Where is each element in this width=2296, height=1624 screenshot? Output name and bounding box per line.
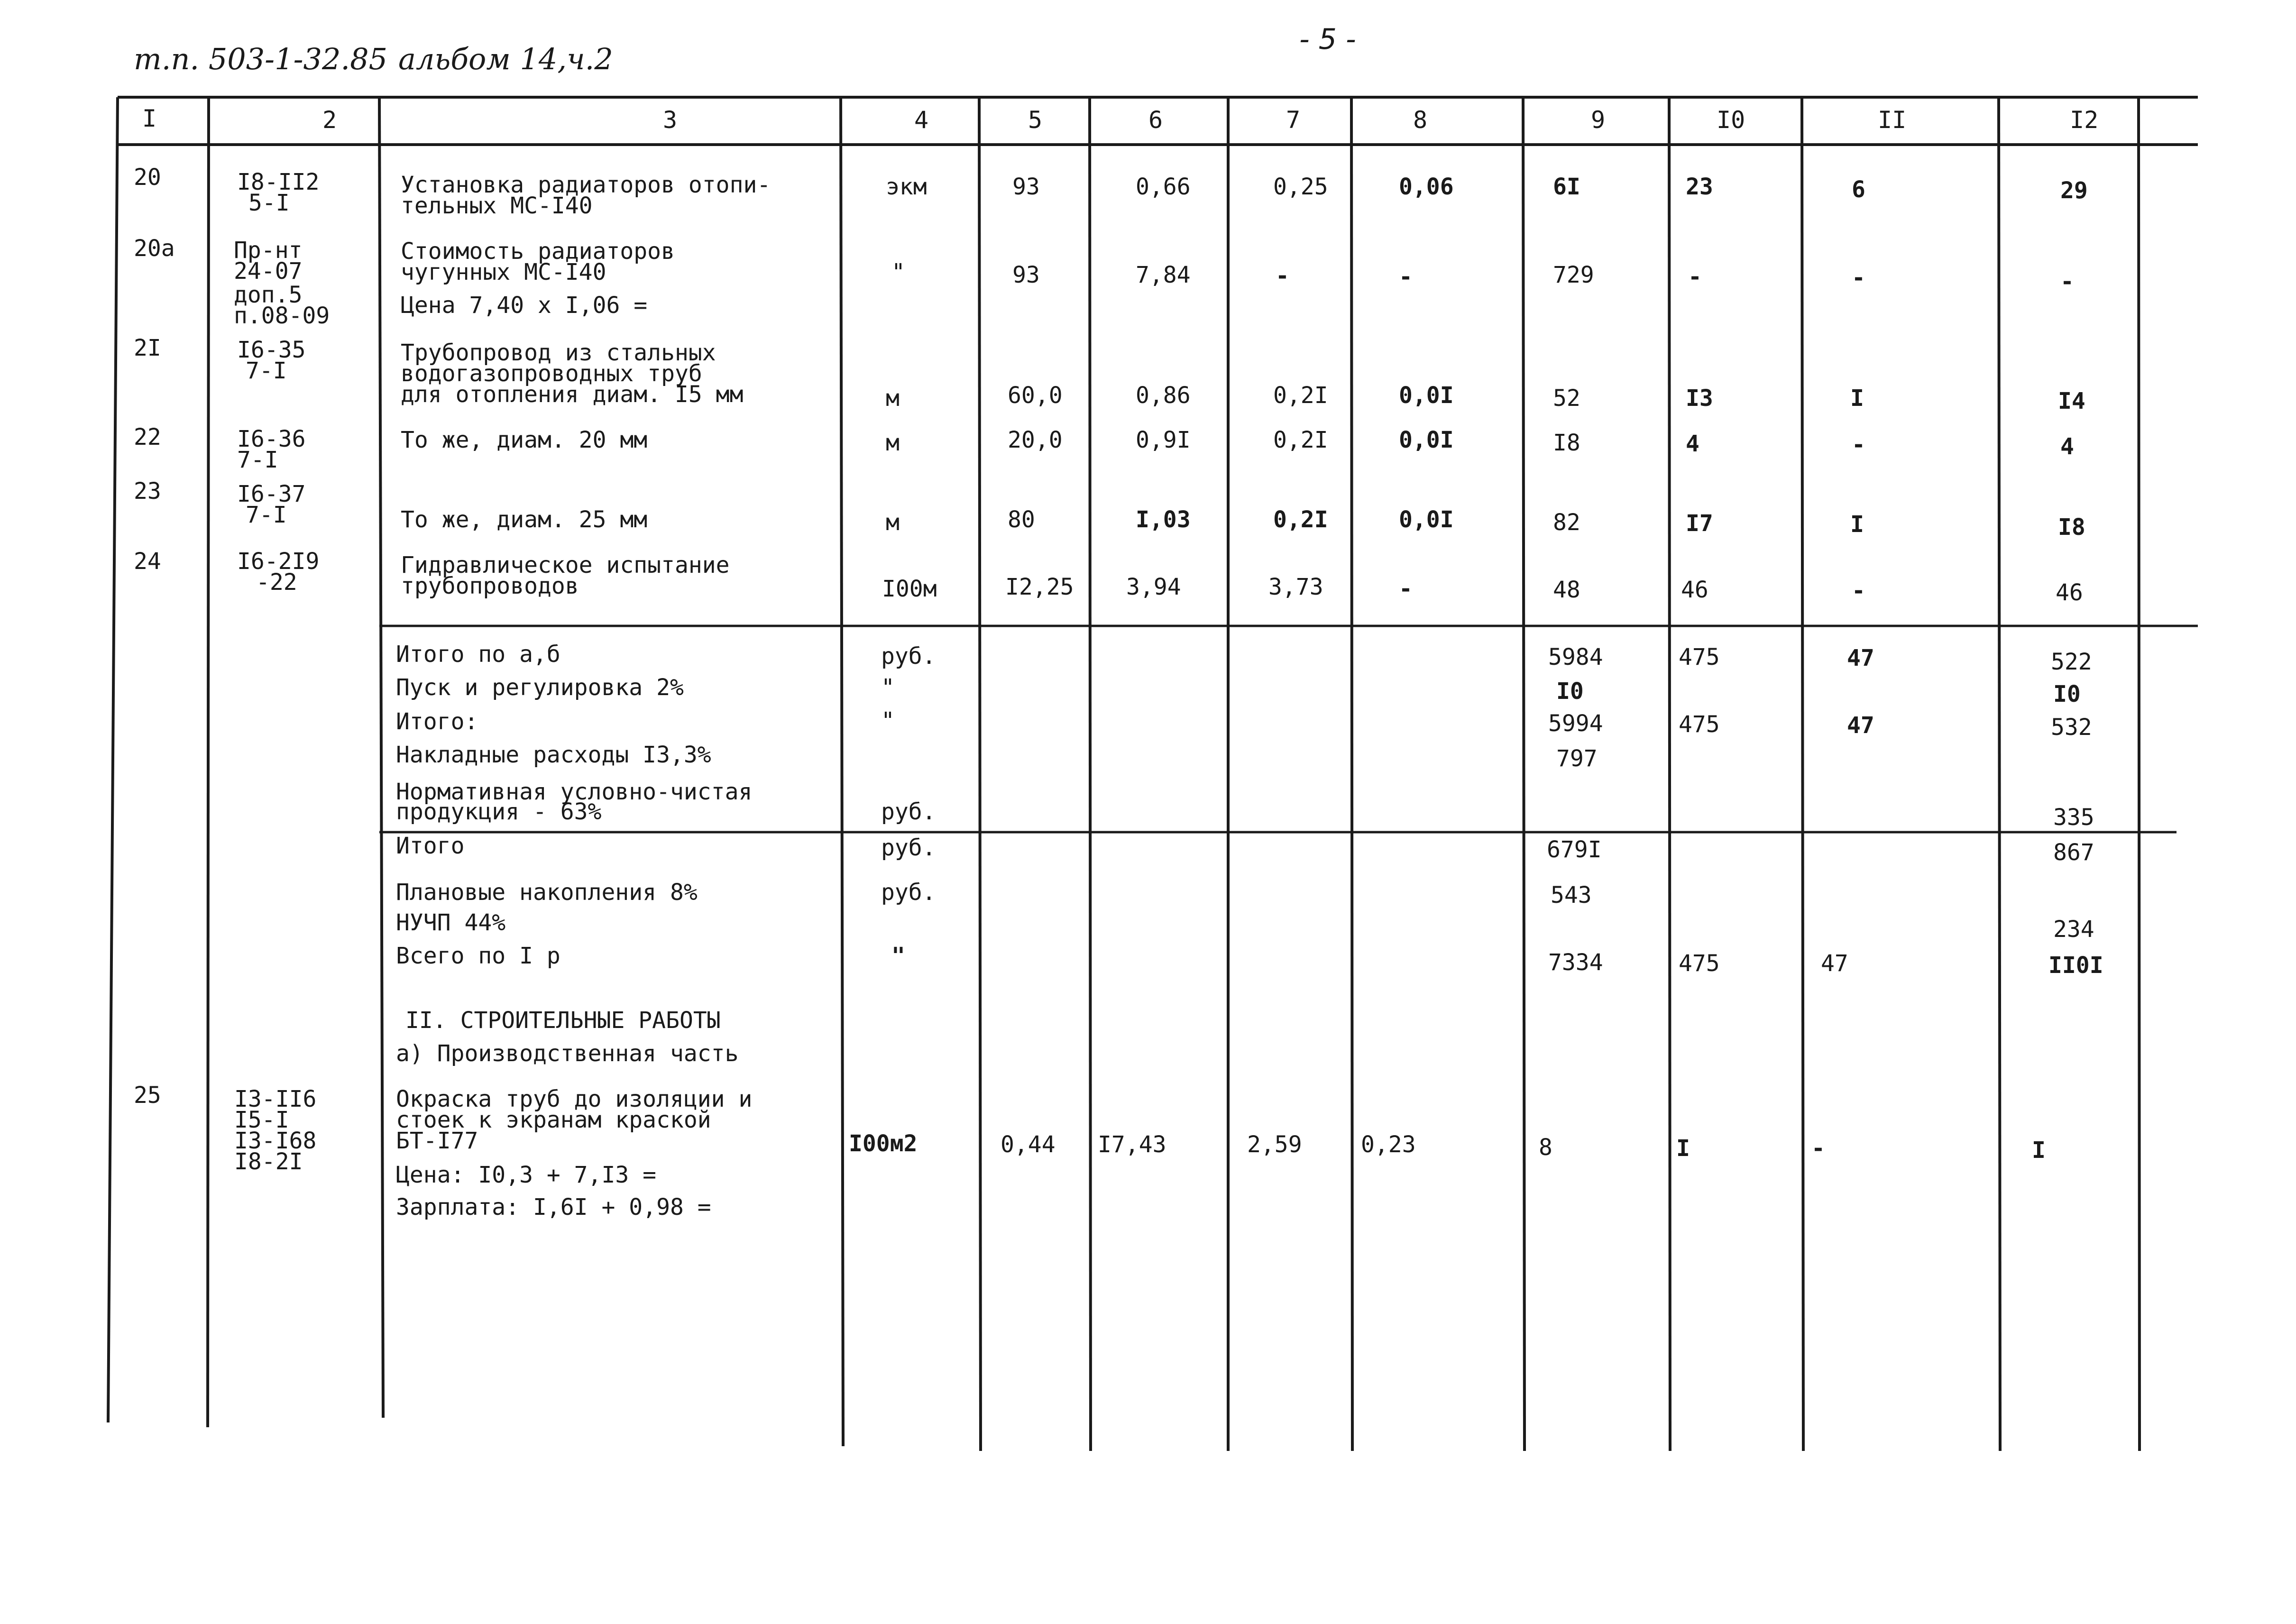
row-code: п.08-09 [234,303,330,329]
row-c11: - [1852,578,1865,604]
col-header-1: I [142,105,157,132]
col-header-4: 4 [914,106,929,134]
row-c8: 0,0I [1399,427,1454,453]
row-description: Окраска труб до изоляции и [396,1086,753,1112]
row-description: трубопроводов [401,573,579,599]
row-number: 25 [134,1082,161,1109]
row-c11: - [1852,265,1865,291]
row-c12: - [2060,268,2074,295]
row-description: Стоимость радиаторов [401,238,675,265]
row-qty: 20,0 [1008,427,1063,453]
row-c12: I4 [2058,388,2085,414]
col-header-10: I0 [1717,106,1745,134]
summary-c12: 522 [2051,649,2092,675]
row-c6: 0,66 [1136,174,1191,200]
summary-label: Итого: [396,708,478,735]
col-header-6: 6 [1148,106,1163,134]
total-c10: 475 [1679,950,1720,977]
summary-c9: I0 [1556,678,1584,705]
row-c10: I [1676,1135,1690,1162]
row-code: 24-07 [234,258,303,284]
row-c9: 8 [1539,1134,1552,1161]
row-unit: I00м [882,576,937,602]
row-c10: 46 [1681,577,1708,603]
row-code: Пр-нт [234,237,303,264]
row-qty: 60,0 [1008,382,1063,409]
summary-c9: 5994 [1548,710,1603,737]
row-c11: - [1852,431,1865,458]
row-c6: I7,43 [1098,1131,1166,1158]
col-header-9: 9 [1591,106,1606,134]
row-c8: 0,23 [1361,1131,1416,1158]
row-number: 22 [134,424,161,450]
col-header-3: 3 [663,106,678,134]
row-description: для отопления диам. I5 мм [401,381,744,408]
row-c12: I [2032,1137,2046,1164]
row-c10: - [1688,264,1702,290]
row-c10: I3 [1686,385,1713,412]
row-c11: I [1850,385,1864,412]
summary-label: продукция - 63% [396,798,602,825]
row-code: доп.5 [234,282,303,308]
total-c9: 543 [1551,882,1592,908]
col-header-8: 8 [1413,106,1428,134]
summary-c12: 532 [2051,714,2092,741]
document-code: т.п. 503-1-32.85 [134,42,388,76]
row-unit: " [891,259,905,285]
row-c9: 48 [1553,577,1580,603]
row-code: I3-II6 [234,1086,317,1112]
row-c12: I8 [2058,514,2085,541]
row-qty: 93 [1012,174,1040,200]
row-c7: - [1276,263,1289,289]
summary-c11: 47 [1847,645,1874,671]
col-header-7: 7 [1286,106,1301,134]
row-description: Трубопровод из стальных [401,339,716,366]
total-label: Плановые накопления 8% [396,879,698,906]
total-c12: II0I [2048,952,2103,979]
row-c6: 7,84 [1136,262,1191,288]
row-unit: м [886,509,900,536]
album-reference: альбом 14,ч.2 [398,42,613,76]
row-c12: 46 [2056,579,2083,606]
col-header-12: I2 [2070,106,2099,134]
row-c7: 0,2I [1273,506,1328,533]
row-code: I6-2I9 [237,548,320,575]
row-code: I6-35 [237,337,306,363]
col-header-2: 2 [322,106,337,134]
summary-label: Накладные расходы I3,3% [396,742,711,768]
row-description: Цена: I0,3 + 7,I3 = [396,1162,657,1188]
total-c11: 47 [1821,950,1848,977]
row-c9: 729 [1553,262,1594,288]
row-qty: 93 [1012,262,1040,288]
total-label: НУЧП 44% [396,909,506,936]
row-c7: 2,59 [1247,1131,1302,1158]
row-c8: 0,0I [1399,506,1454,533]
row-c12: 29 [2060,177,2088,204]
summary-label: Пуск и регулировка 2% [396,674,684,701]
summary-c9: 5984 [1548,644,1603,670]
row-number: 23 [134,478,161,505]
row-c7: 0,2I [1273,382,1328,409]
summary-c9: 797 [1556,745,1598,772]
row-c11: - [1811,1135,1825,1162]
summary-label: Итого по а,б [396,641,560,668]
section-title: II. СТРОИТЕЛЬНЫЕ РАБОТЫ [405,1007,721,1034]
row-c9: I8 [1553,430,1580,456]
row-c7: 0,2I [1273,427,1328,453]
row-number: 20а [134,235,175,262]
row-c7: 3,73 [1268,574,1323,600]
row-code: I6-37 [237,481,306,507]
row-c8: 0,06 [1399,174,1454,200]
row-code: 7-I [246,358,287,384]
row-number: 24 [134,548,161,575]
summary-c12: 335 [2053,804,2094,831]
row-c10: 23 [1686,174,1713,200]
row-code: 5-I [248,190,290,216]
row-c9: 82 [1553,509,1580,536]
row-c12: 4 [2060,433,2074,460]
summary-c11: 47 [1847,712,1874,739]
row-qty: I2,25 [1005,574,1074,600]
row-description: тельных МС-I40 [401,193,593,219]
row-unit: экм [886,174,927,200]
summary-unit: " [881,707,895,734]
row-description: стоек к экранам краской [396,1107,711,1133]
row-description: То же, диам. 20 мм [401,427,648,453]
row-unit: I00м2 [849,1130,918,1157]
row-code: I6-36 [237,426,306,452]
summary-unit: руб. [881,798,936,825]
row-description: чугунных МС-I40 [401,259,606,285]
row-description: БТ-I77 [396,1128,478,1154]
row-number: 2I [134,335,161,361]
row-code: 7-I [246,502,287,528]
row-c8: - [1399,576,1413,602]
row-code: 7-I [237,447,278,473]
row-number: 20 [134,164,161,191]
row-description: То же, диам. 25 мм [401,506,648,533]
summary-label: Нормативная условно-чистая [396,779,753,805]
section-subtitle: а) Производственная часть [396,1040,739,1067]
summary-c12: I0 [2053,681,2081,707]
row-c10: I7 [1686,510,1713,537]
row-c10: 4 [1686,431,1699,457]
summary-unit: " [881,674,895,701]
row-description: Гидравлическое испытание [401,552,730,578]
row-c11: 6 [1852,176,1865,203]
row-c8: 0,0I [1399,382,1454,409]
row-c7: 0,25 [1273,174,1328,200]
row-description: Зарплата: I,6I + 0,98 = [396,1194,711,1220]
total-c9: 7334 [1548,949,1603,976]
row-c9: 52 [1553,385,1580,412]
row-code: -22 [256,569,297,596]
summary-c10: 475 [1679,644,1720,670]
row-c6: 0,9I [1136,427,1191,453]
col-header-11: II [1878,106,1907,134]
row-qty: 0,44 [1001,1131,1056,1158]
total-unit: руб. [881,879,936,906]
row-c6: 3,94 [1126,574,1181,600]
col-header-5: 5 [1028,106,1043,134]
row-description: Установка радиаторов отопи- [401,172,771,198]
total-label: Итого [396,833,465,859]
row-code: I8-2I [234,1148,303,1175]
row-c6: 0,86 [1136,382,1191,409]
row-unit: м [886,430,900,456]
page-number: - 5 - [1299,23,1356,56]
row-c9: 6I [1553,174,1580,200]
total-c12: 867 [2053,839,2094,866]
row-description: Цена 7,40 х I,06 = [401,292,648,319]
row-code: I3-I68 [234,1128,317,1154]
total-unit: руб. [881,835,936,861]
total-label: Всего по I р [396,943,560,969]
row-code: I5-I [234,1107,289,1133]
total-c9: 679I [1547,836,1602,863]
row-c6: I,03 [1136,506,1191,533]
total-c12: 234 [2053,916,2094,943]
row-qty: 80 [1008,506,1035,533]
row-unit: м [886,385,900,412]
row-c11: I [1850,511,1864,538]
summary-c10: 475 [1679,711,1720,738]
row-description: водогазопроводных труб [401,360,702,387]
summary-unit: руб. [881,643,936,670]
total-unit: " [891,943,905,969]
row-c8: - [1399,264,1413,290]
row-code: I8-II2 [237,169,320,195]
